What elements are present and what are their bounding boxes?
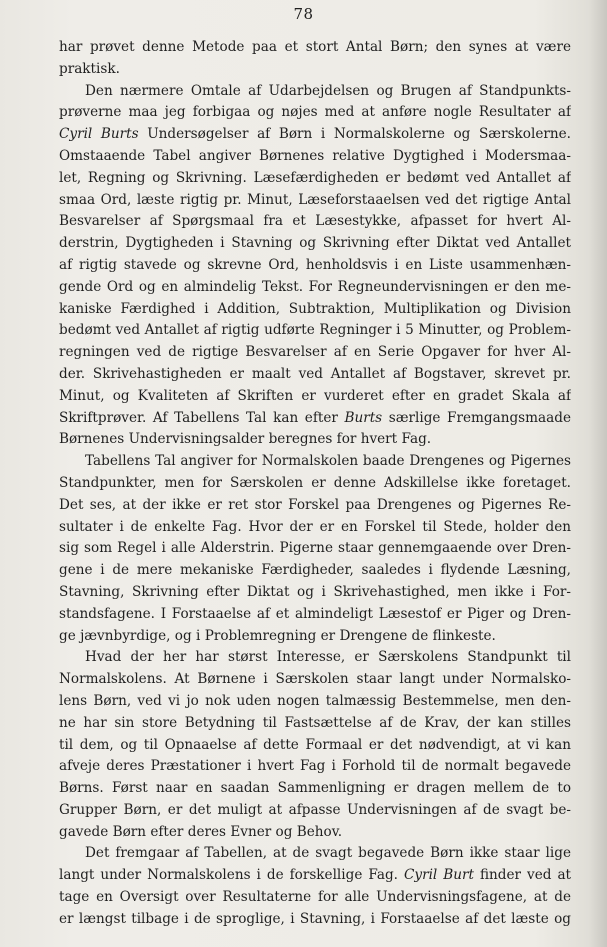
- text-line: [59, 342, 571, 364]
- line-text: Børns. Først naar en saadan Sammenligning er dragen mellem de to: [59, 780, 571, 797]
- line-text: gene i de mere mekaniske Færdigheder, saaledes i flydende Læsning,: [59, 562, 571, 579]
- line-text: ne har sin store Betydning til Fastsættelse af de Krav, der kan stilles: [59, 714, 571, 731]
- text-line: [59, 735, 571, 757]
- text-line: [59, 320, 571, 342]
- line-tail: særlige Fremgangsmaade: [388, 409, 571, 426]
- text-line: [59, 59, 571, 81]
- line-text: har prøvet denne Metode paa et stort Antal Børn; den synes at være: [59, 39, 571, 55]
- text-line: [59, 102, 571, 124]
- line-text: regningen ved de rigtige Besvarelser af en Serie Opgaver for hver Al-: [59, 344, 571, 361]
- text-line: [59, 299, 571, 321]
- text-line: [59, 408, 571, 430]
- line-text: gende Ord og en almindelig Tekst. For Regneundervisningen er den me-: [59, 278, 571, 295]
- line-text: langt under Normalskolens i de forskellige Fag.: [59, 867, 398, 884]
- text-line: [59, 713, 571, 735]
- line-text: Grupper Børn, er det muligt at afpasse Undervisningen af de svagt be-: [59, 801, 571, 818]
- text-line: [59, 473, 571, 495]
- text-line: [59, 386, 571, 408]
- italic-name: Cyril Burt: [404, 867, 474, 884]
- line-text: Omstaaende Tabel angiver Børnenes relative Dygtighed i Modersmaa-: [59, 147, 571, 164]
- line-text: tage en Oversigt over Resultaterne for alle Undervisningsfagene, at de: [59, 889, 571, 906]
- line-text: sultater i de enkelte Fag. Hvor der er en Forskel til Stede, holder den: [59, 518, 571, 535]
- text-line: [59, 364, 571, 386]
- text-line: [59, 778, 571, 800]
- text-line: [59, 582, 571, 604]
- line-text: Det fremgaar af Tabellen, at de svagt begavede Børn ikke staar lige: [85, 845, 571, 862]
- text-line: [59, 800, 571, 822]
- line-text: kaniske Færdighed i Addition, Subtraktion, Multiplikation og Division: [59, 300, 571, 317]
- text-line: [59, 429, 571, 451]
- line-text: Standpunkter, men for Særskolen er denne Adskillelse ikke foretaget.: [59, 474, 571, 491]
- line-text: praktisk.: [59, 60, 120, 77]
- line-text: Den nærmere Omtale af Udarbejdelsen og Brugen af Standpunkts-: [85, 82, 571, 99]
- line-text: er længst tilbage i de sproglige, i Stavning, i Forstaaelse af det læste og: [59, 910, 571, 927]
- text-line: [59, 865, 571, 887]
- line-text: let, Regning og Skrivning. Læsefærdigheden er bedømt ved Antallet af: [59, 169, 571, 186]
- page-number: 78: [293, 5, 314, 23]
- text-line: [59, 124, 571, 146]
- line-text: smaa Ord, læste rigtig pr. Minut, Læseforstaaelsen ved det rigtige Antal: [59, 191, 571, 208]
- line-text: af rigtig stavede og skrevne Ord, henholdsvis i en Liste usammenhæn-: [59, 256, 571, 273]
- line-text: Minut, og Kvaliteten af Skriften er vurderet efter en gradet Skala af: [59, 387, 571, 404]
- line-text: Stavning, Skrivning efter Diktat og i Skrivehastighed, men ikke i For-: [59, 583, 571, 600]
- line-text: Undersøgelser af Børn i Normalskolerne og Særskolerne.: [147, 126, 571, 143]
- text-line: [59, 626, 571, 648]
- text-line: [59, 37, 571, 59]
- text-line: [59, 190, 571, 212]
- line-text: Skriftprøver. Af Tabellens Tal kan efter: [59, 409, 338, 426]
- line-text: standsfagene. I Forstaaelse af et almindeligt Læsestof er Piger og Dren-: [59, 605, 571, 622]
- text-line: [59, 451, 571, 473]
- text-line: [59, 517, 571, 539]
- text-line: [59, 843, 571, 865]
- text-line: [59, 81, 571, 103]
- line-text: Børnenes Undervisningsalder beregnes for hvert Fag.: [59, 431, 432, 448]
- text-line: [59, 211, 571, 233]
- italic-name: Cyril Burts: [59, 126, 139, 143]
- body-text: [59, 37, 571, 931]
- text-line: [59, 538, 571, 560]
- line-tail: finder ved at: [479, 867, 571, 884]
- text-line: [59, 495, 571, 517]
- text-line: [59, 560, 571, 582]
- line-text: lens Børn, ved vi jo nok uden nogen talmæssig Bestemmelse, men den-: [59, 692, 571, 709]
- text-line: [59, 647, 571, 669]
- text-line: [59, 691, 571, 713]
- text-line: [59, 277, 571, 299]
- text-line: [59, 669, 571, 691]
- line-text: Det ses, at der ikke er ret stor Forskel paa Drengenes og Pigernes Re-: [59, 496, 571, 513]
- text-line: [59, 822, 571, 844]
- line-text: derstrin, Dygtigheden i Stavning og Skrivning efter Diktat ved Antallet: [59, 235, 571, 252]
- text-line: [59, 756, 571, 778]
- text-line: [59, 604, 571, 626]
- text-line: [59, 168, 571, 190]
- line-text: der. Skrivehastigheden er maalt ved Antallet af Bogstaver, skrevet pr.: [59, 365, 571, 382]
- line-text: afveje deres Præstationer i hvert Fag i Forhold til de normalt begavede: [59, 758, 571, 775]
- text-line: [59, 909, 571, 931]
- line-text: Tabellens Tal angiver for Normalskolen baade Drengenes og Pigernes: [85, 453, 571, 470]
- line-text: prøverne maa jeg forbigaa og nøjes med at anføre nogle Resultater af: [59, 104, 571, 121]
- italic-name: Burts: [344, 409, 383, 426]
- line-text: sig som Regel i alle Alderstrin. Pigerne staar gennemgaaende over Dren-: [59, 540, 571, 557]
- text-line: [59, 887, 571, 909]
- line-text: til dem, og til Opnaaelse af dette Formaal er det nødvendigt, at vi kan: [59, 736, 571, 753]
- line-text: Besvarelser af Spørgsmaal fra et Læsestykke, afpasset for hvert Al-: [59, 213, 571, 230]
- line-text: Normalskolens. At Børnene i Særskolen staar langt under Normalsko-: [59, 671, 571, 688]
- text-line: [59, 146, 571, 168]
- line-text: ge jævnbyrdige, og i Problemregning er Drengene de flinkeste.: [59, 627, 496, 644]
- line-text: Hvad der her har størst Interesse, er Særskolens Standpunkt til: [85, 649, 571, 666]
- text-line: [59, 255, 571, 277]
- line-text: bedømt ved Antallet af rigtig udførte Regninger i 5 Minutter, og Problem-: [59, 322, 571, 339]
- line-text: gavede Børn efter deres Evner og Behov.: [59, 823, 343, 840]
- text-line: [59, 233, 571, 255]
